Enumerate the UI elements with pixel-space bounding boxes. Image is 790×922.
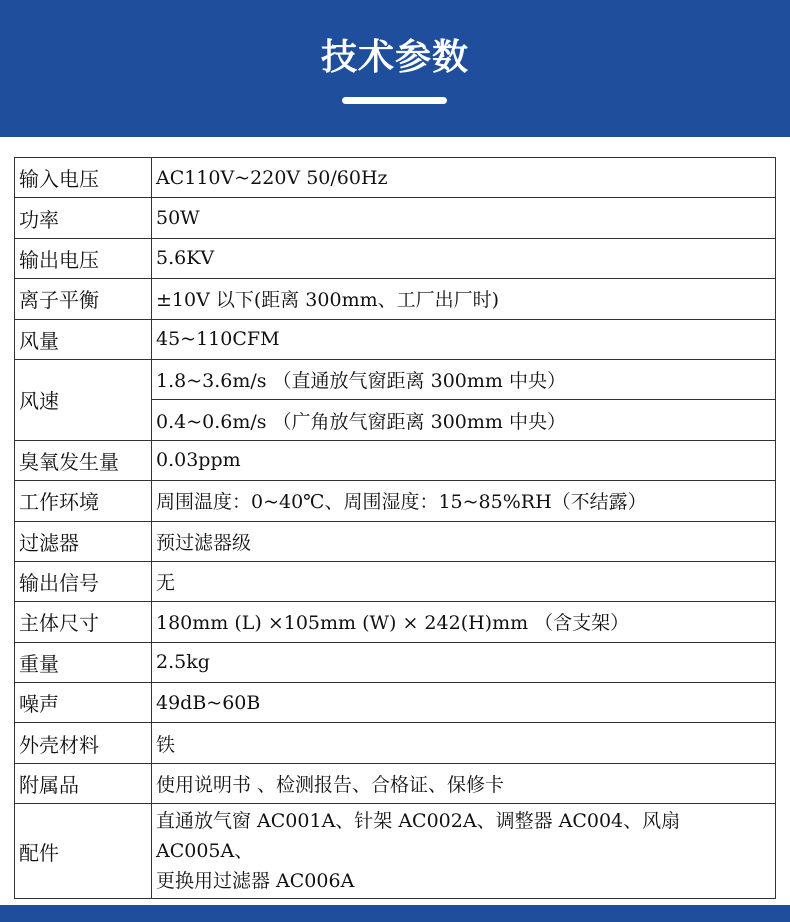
- spec-value: ±10V 以下(距离 300mm、工厂出厂时): [152, 279, 776, 319]
- spec-row-dimensions: [15, 602, 776, 642]
- spec-label: 配件: [15, 804, 152, 899]
- spec-label: 外壳材料: [15, 723, 152, 763]
- spec-row-noise: [15, 683, 776, 723]
- spec-label: 风量: [15, 319, 152, 359]
- spec-value-line: 直通放气窗 AC001A、针架 AC002A、调整器 AC004、风扇 AC005A、: [156, 810, 681, 863]
- spec-label: 重量: [15, 642, 152, 682]
- spec-value: 铁: [152, 723, 776, 763]
- spec-row-ozone: [15, 440, 776, 480]
- spec-label: 过滤器: [15, 521, 152, 561]
- spec-row-wind-speed-1: [15, 359, 776, 399]
- spec-value: AC110V~220V 50/60Hz: [152, 158, 776, 198]
- spec-row-weight: [15, 642, 776, 682]
- spec-value: 预过滤器级: [152, 521, 776, 561]
- spec-row-environment: [15, 481, 776, 521]
- spec-value: 45~110CFM: [152, 319, 776, 359]
- spec-label: 输出信号: [15, 561, 152, 601]
- page-title: 技术参数: [320, 37, 469, 78]
- spec-label: 输入电压: [15, 158, 152, 198]
- spec-label: 风速: [15, 359, 152, 440]
- spec-label: 附属品: [15, 763, 152, 803]
- spec-row-filter: [15, 521, 776, 561]
- spec-value: 5.6KV: [152, 238, 776, 278]
- spec-row-input-voltage: [15, 158, 776, 198]
- spec-value-multiline: [152, 804, 776, 899]
- spec-table: [14, 157, 776, 899]
- spec-label: 输出电压: [15, 238, 152, 278]
- spec-row-power: [15, 198, 776, 238]
- spec-value: 1.8~3.6m/s （直通放气窗距离 300mm 中央）: [152, 359, 776, 399]
- spec-label: 噪声: [15, 683, 152, 723]
- spec-row-airflow: [15, 319, 776, 359]
- spec-row-ion-balance: [15, 279, 776, 319]
- spec-value: 180mm (L) ×105mm (W) × 242(H)mm （含支架）: [152, 602, 776, 642]
- spec-value: 使用说明书 、检测报告、合格证、保修卡: [152, 763, 776, 803]
- spec-value: 无: [152, 561, 776, 601]
- spec-value: 2.5kg: [152, 642, 776, 682]
- spec-value: 0.4~0.6m/s （广角放气窗距离 300mm 中央）: [152, 400, 776, 440]
- spec-label: 臭氧发生量: [15, 440, 152, 480]
- spec-value: 50W: [152, 198, 776, 238]
- spec-value-line: 更换用过滤器 AC006A: [156, 870, 355, 893]
- spec-row-output-voltage: [15, 238, 776, 278]
- spec-label: 主体尺寸: [15, 602, 152, 642]
- spec-row-accessories: [15, 763, 776, 803]
- spec-row-housing: [15, 723, 776, 763]
- spec-value: 49dB~60B: [152, 683, 776, 723]
- spec-label: 离子平衡: [15, 279, 152, 319]
- spec-value: 0.03ppm: [152, 440, 776, 480]
- spec-label: 功率: [15, 198, 152, 238]
- spec-row-parts: [15, 804, 776, 899]
- spec-row-output-signal: [15, 561, 776, 601]
- footer-banner: [0, 905, 790, 922]
- header-banner: [0, 0, 790, 137]
- spec-value: 周围温度：0~40℃、周围湿度：15~85%RH（不结露）: [152, 481, 776, 521]
- title-underline: [342, 97, 447, 104]
- spec-label: 工作环境: [15, 481, 152, 521]
